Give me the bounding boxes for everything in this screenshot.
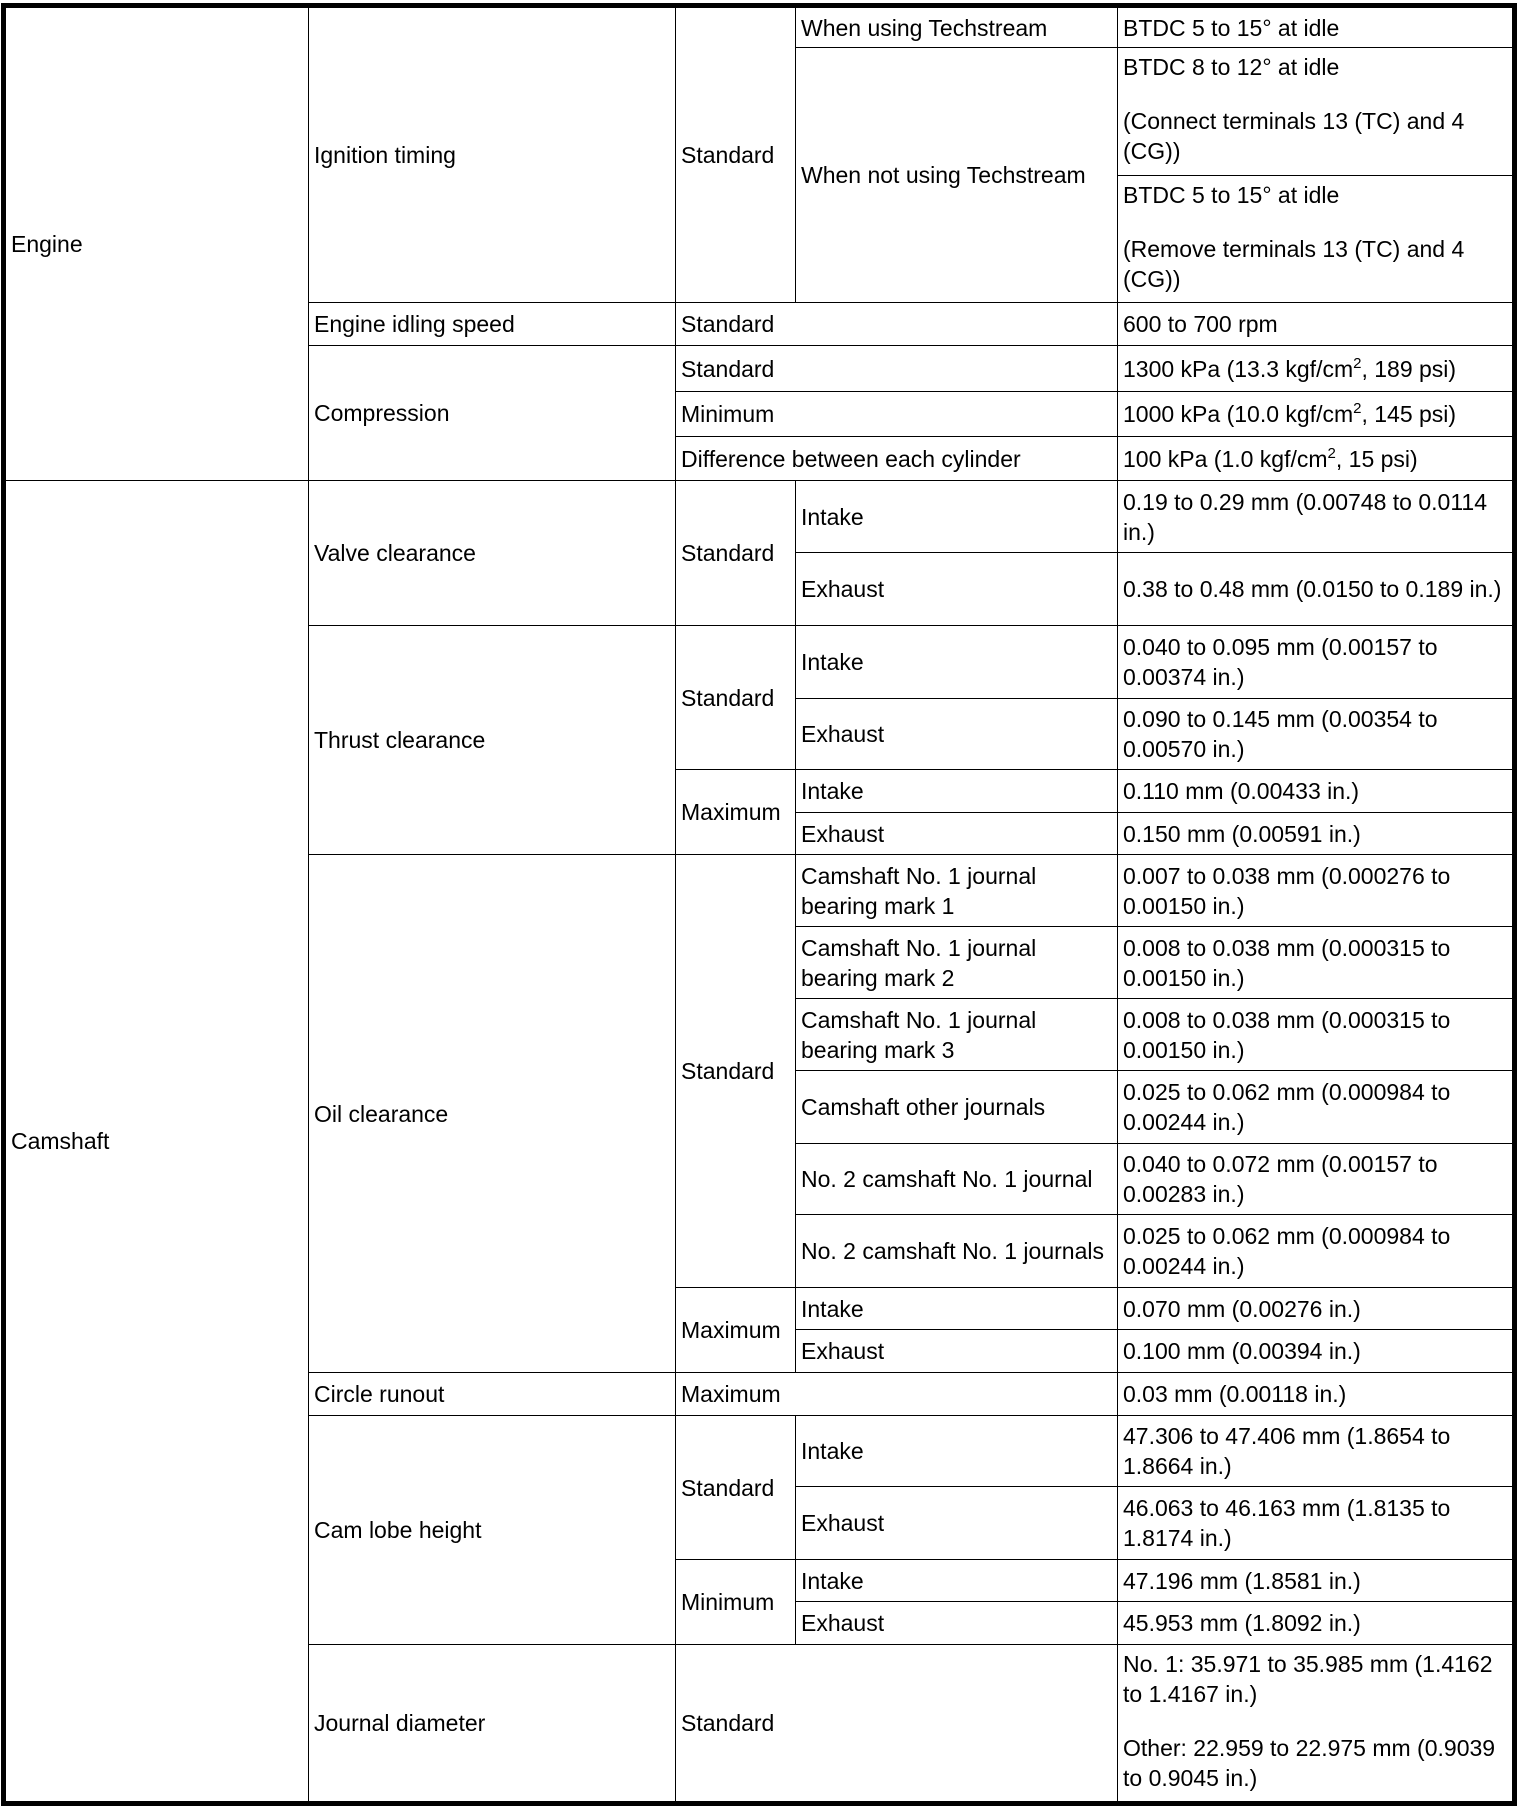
table-row <box>6 8 1513 48</box>
value-cell: 0.040 to 0.095 mm (0.00157 to 0.00374 in.) <box>1118 626 1513 699</box>
condition-cell: Camshaft other journals <box>796 1071 1118 1144</box>
value-cell <box>1118 392 1513 437</box>
condition-cell: Camshaft No. 1 journal bearing mark 3 <box>796 999 1118 1071</box>
type-cell: Standard <box>676 1416 796 1560</box>
table-row <box>6 481 1513 553</box>
condition-cell: Exhaust <box>796 1487 1118 1560</box>
condition-cell: Exhaust <box>796 699 1118 770</box>
type-cell: Standard <box>676 855 796 1288</box>
type-cell: Maximum <box>676 770 796 855</box>
value-cell: 0.110 mm (0.00433 in.) <box>1118 770 1513 813</box>
type-cell: Difference between each cylinder <box>676 437 1118 481</box>
value-cell: 0.070 mm (0.00276 in.) <box>1118 1288 1513 1330</box>
item-cell: Oil clearance <box>309 855 676 1373</box>
type-cell: Minimum <box>676 1560 796 1645</box>
item-cell: Ignition timing <box>309 8 676 303</box>
value-cell: 45.953 mm (1.8092 in.) <box>1118 1602 1513 1645</box>
value-cell <box>1118 48 1513 176</box>
type-cell: Standard <box>676 626 796 770</box>
condition-cell: Exhaust <box>796 1330 1118 1373</box>
value-cell: 47.306 to 47.406 mm (1.8654 to 1.8664 in.) <box>1118 1416 1513 1487</box>
value-cell: 0.007 to 0.038 mm (0.000276 to 0.00150 in.) <box>1118 855 1513 927</box>
specification-table <box>5 7 1513 1802</box>
value-cell: 47.196 mm (1.8581 in.) <box>1118 1560 1513 1602</box>
value-cell <box>1118 437 1513 481</box>
item-cell: Circle runout <box>309 1373 676 1416</box>
type-cell: Minimum <box>676 392 1118 437</box>
condition-cell: Intake <box>796 1560 1118 1602</box>
superscript: 2 <box>1353 354 1362 372</box>
condition-cell: Intake <box>796 770 1118 813</box>
condition-cell: Intake <box>796 626 1118 699</box>
item-cell: Engine idling speed <box>309 303 676 346</box>
value-line: BTDC 5 to 15° at idle <box>1123 182 1340 208</box>
condition-cell: Camshaft No. 1 journal bearing mark 1 <box>796 855 1118 927</box>
type-cell: Standard <box>676 1645 1118 1802</box>
condition-cell: Intake <box>796 481 1118 553</box>
condition-cell: No. 2 camshaft No. 1 journal <box>796 1144 1118 1215</box>
value-cell: 0.38 to 0.48 mm (0.0150 to 0.189 in.) <box>1118 553 1513 626</box>
value-cell: 0.150 mm (0.00591 in.) <box>1118 813 1513 855</box>
value-text: , 15 psi) <box>1335 445 1418 472</box>
value-line: No. 1: 35.971 to 35.985 mm (1.4162 to 1.4167 in.) <box>1123 1651 1493 1707</box>
superscript: 2 <box>1327 444 1336 462</box>
value-cell: 0.008 to 0.038 mm (0.000315 to 0.00150 in.) <box>1118 927 1513 999</box>
value-cell: 600 to 700 rpm <box>1118 303 1513 346</box>
condition-cell: Exhaust <box>796 1602 1118 1645</box>
type-cell: Maximum <box>676 1373 1118 1416</box>
value-note: (Remove terminals 13 (TC) and 4 (CG)) <box>1123 236 1465 292</box>
value-cell: 0.100 mm (0.00394 in.) <box>1118 1330 1513 1373</box>
value-line: BTDC 8 to 12° at idle <box>1123 54 1340 80</box>
value-text: 100 kPa (1.0 kgf/cm <box>1123 445 1328 472</box>
item-cell: Valve clearance <box>309 481 676 626</box>
value-text: , 189 psi) <box>1361 355 1457 382</box>
item-cell: Journal diameter <box>309 1645 676 1802</box>
value-cell: 0.19 to 0.29 mm (0.00748 to 0.0114 in.) <box>1118 481 1513 553</box>
value-cell: 0.008 to 0.038 mm (0.000315 to 0.00150 in.) <box>1118 999 1513 1071</box>
value-text: 1300 kPa (13.3 kgf/cm <box>1123 355 1354 382</box>
value-cell: 0.040 to 0.072 mm (0.00157 to 0.00283 in.) <box>1118 1144 1513 1215</box>
condition-cell: Exhaust <box>796 553 1118 626</box>
condition-cell: Camshaft No. 1 journal bearing mark 2 <box>796 927 1118 999</box>
item-cell: Compression <box>309 346 676 481</box>
type-cell: Standard <box>676 481 796 626</box>
value-cell: 46.063 to 46.163 mm (1.8135 to 1.8174 in.) <box>1118 1487 1513 1560</box>
value-cell: 0.025 to 0.062 mm (0.000984 to 0.00244 in.) <box>1118 1215 1513 1288</box>
type-cell: Standard <box>676 303 1118 346</box>
condition-cell: Intake <box>796 1288 1118 1330</box>
category-cell: Camshaft <box>6 481 309 1802</box>
value-cell: 0.03 mm (0.00118 in.) <box>1118 1373 1513 1416</box>
item-cell: Cam lobe height <box>309 1416 676 1645</box>
condition-cell: When using Techstream <box>796 8 1118 48</box>
value-cell <box>1118 176 1513 303</box>
condition-cell: No. 2 camshaft No. 1 journals <box>796 1215 1118 1288</box>
item-cell: Thrust clearance <box>309 626 676 855</box>
condition-cell: Exhaust <box>796 813 1118 855</box>
value-text: 1000 kPa (10.0 kgf/cm <box>1123 401 1354 427</box>
value-line: Other: 22.959 to 22.975 mm (0.9039 to 0.9045 in.) <box>1123 1735 1496 1791</box>
value-cell <box>1118 1645 1513 1802</box>
value-note: (Connect terminals 13 (TC) and 4 (CG)) <box>1123 108 1465 164</box>
type-cell: Maximum <box>676 1288 796 1373</box>
condition-cell: Intake <box>796 1416 1118 1487</box>
category-cell: Engine <box>6 8 309 481</box>
value-cell: 0.090 to 0.145 mm (0.00354 to 0.00570 in.) <box>1118 699 1513 770</box>
value-text: , 145 psi) <box>1361 401 1457 427</box>
value-cell: BTDC 5 to 15° at idle <box>1118 8 1513 48</box>
value-cell <box>1118 346 1513 392</box>
superscript: 2 <box>1353 400 1362 417</box>
type-cell: Standard <box>676 8 796 303</box>
type-cell: Standard <box>676 346 1118 392</box>
value-cell: 0.025 to 0.062 mm (0.000984 to 0.00244 in.) <box>1118 1071 1513 1144</box>
condition-cell: When not using Techstream <box>796 48 1118 303</box>
